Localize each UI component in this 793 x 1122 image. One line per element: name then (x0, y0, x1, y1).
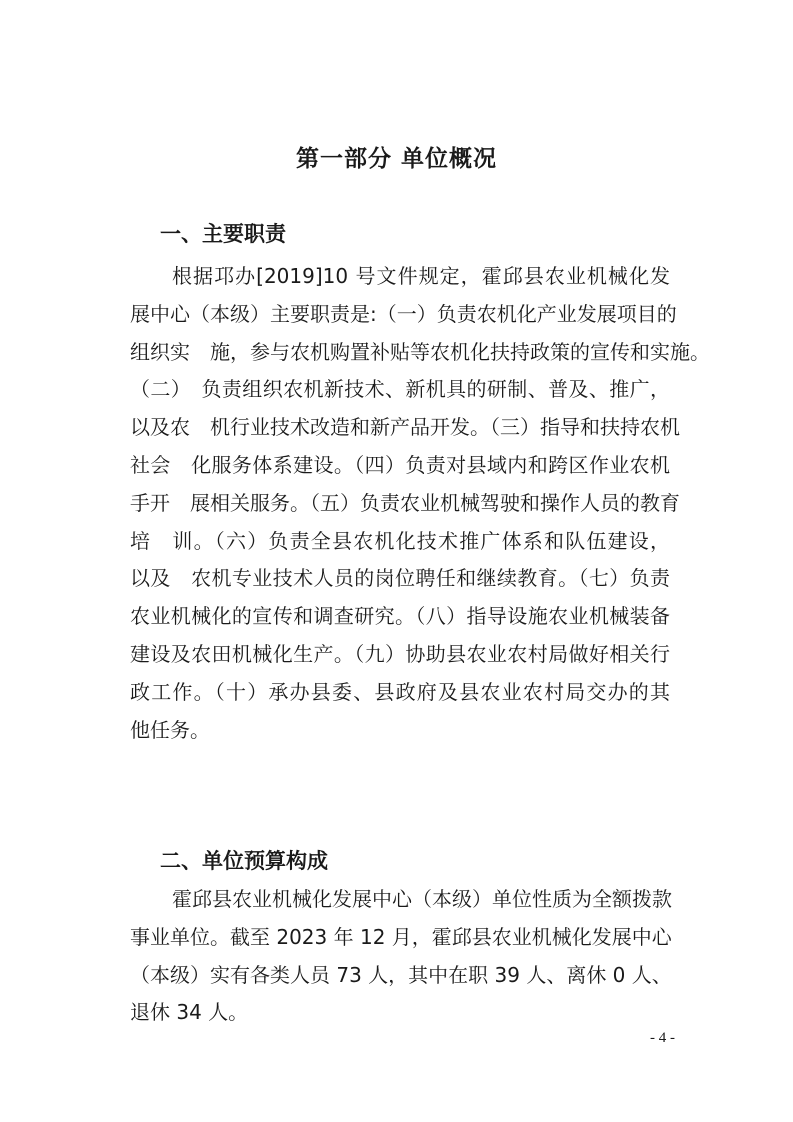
page-title: 第一部分 单位概况 (295, 146, 497, 172)
text-line: 农业机械化的宣传和调查研究。（八）指导设施农业机械装备 (130, 604, 670, 629)
text-line: 手开 展相关服务。（五）负责农业机械驾驶和操作人员的教育 (130, 490, 680, 515)
text-line: 建设及农田机械化生产。（九）协助县农业农村局做好相关行 (130, 641, 670, 666)
section-heading-main-duties: 一、主要职责 (160, 222, 286, 246)
text-line: 根据邛办[2019]10 号文件规定，霍邱县农业机械化发 (172, 264, 670, 288)
text-line: 事业单位。截至 2023 年 12 月，霍邱县农业机械化发展中心 (130, 924, 672, 949)
text-line: （二） 负责组织农机新技术、新机具的研制、普及、推广， (130, 377, 670, 402)
text-line: 展中心（本级）主要职责是:（一）负责农机化产业发展项目的 (130, 301, 677, 326)
page-number: - 4 - (650, 1030, 675, 1046)
paragraph-budget-composition (130, 881, 670, 1032)
text-line: 政工作。（十）承办县委、县政府及县农业农村局交办的其 (130, 679, 670, 704)
text-line: （本级）实有各类人员 73 人，其中在职 39 人、离休 0 人、 (130, 962, 672, 987)
text-line: 培 训。（六）负责全县农机化技术推广体系和队伍建设， (130, 528, 670, 553)
paragraph-main-duties (130, 258, 710, 749)
text-line: 组织实 施，参与农机购置补贴等农机化扶持政策的宣传和实施。 (130, 339, 710, 364)
text-line: 以及农 机行业技术改造和新产品开发。（三）指导和扶持农机 (130, 415, 680, 440)
text-line: 以及 农机专业技术人员的岗位聘任和继续教育。（七）负责 (130, 566, 670, 591)
section-heading-budget-composition: 二、单位预算构成 (160, 849, 328, 873)
text-line: 退休 34 人。 (130, 1000, 249, 1025)
text-line: 社会 化服务体系建设。（四）负责对县域内和跨区作业农机 (130, 452, 670, 477)
text-line: 他任务。 (130, 717, 210, 742)
text-line: 霍邱县农业机械化发展中心（本级）单位性质为全额拨款 (172, 887, 672, 911)
